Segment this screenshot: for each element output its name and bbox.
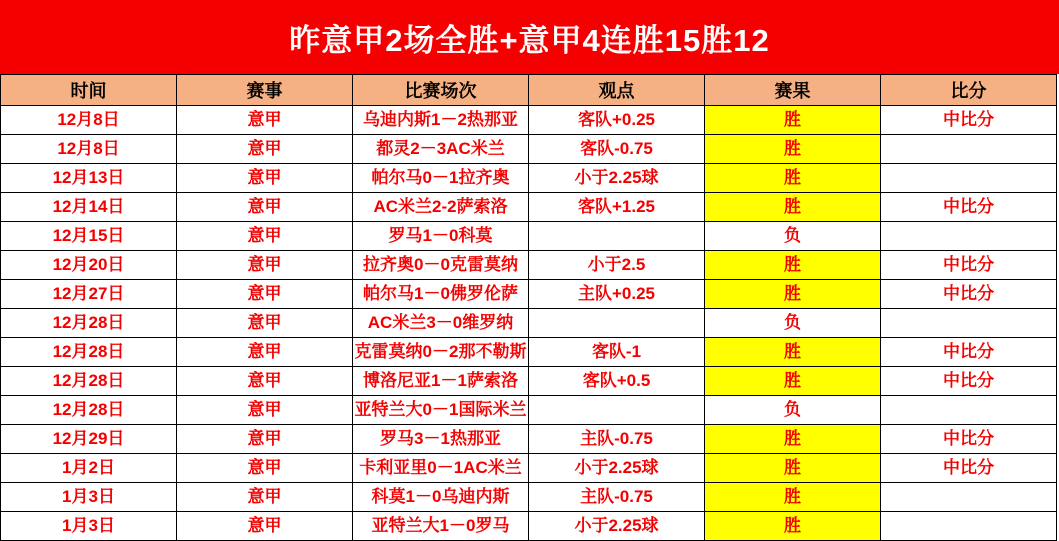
predictions-table (0, 74, 1057, 541)
cell-result-text: 胜 (784, 342, 801, 361)
table-row (1, 425, 1057, 454)
cell-score (881, 164, 1057, 193)
cell-league-text: 意甲 (247, 342, 282, 361)
table-row (1, 396, 1057, 425)
cell-time (1, 367, 177, 396)
cell-result (705, 309, 881, 338)
cell-time-text: 12月28日 (52, 400, 125, 419)
cell-view-text: 客队-0.75 (580, 139, 653, 158)
cell-match (353, 222, 529, 251)
cell-view-text: 小于2.25球 (574, 516, 659, 535)
cell-match-text: 帕尔马0－1拉齐奥 (371, 168, 510, 187)
cell-result (705, 106, 881, 135)
cell-score (881, 483, 1057, 512)
cell-result-text: 负 (784, 313, 801, 332)
cell-result-text: 胜 (784, 168, 801, 187)
cell-result-text: 胜 (784, 516, 801, 535)
cell-league-text: 意甲 (247, 197, 282, 216)
banner (0, 0, 1059, 74)
cell-view (529, 222, 705, 251)
cell-league-text: 意甲 (247, 110, 282, 129)
cell-match-text: 亚特兰大1－0罗马 (371, 516, 510, 535)
cell-time (1, 483, 177, 512)
column-header-result: 赛果 (705, 75, 881, 106)
cell-league-text: 意甲 (247, 284, 282, 303)
table-header-row (1, 75, 1057, 106)
cell-league (177, 425, 353, 454)
cell-score-text: 中比分 (943, 197, 994, 216)
cell-view-text: 主队+0.25 (577, 284, 655, 303)
cell-league-text: 意甲 (247, 458, 282, 477)
cell-match-text: 卡利亚里0－1AC米兰 (359, 458, 522, 477)
cell-view (529, 164, 705, 193)
cell-result-text: 负 (784, 400, 801, 419)
table-row (1, 106, 1057, 135)
cell-match-text: 克雷莫纳0－2那不勒斯 (354, 342, 527, 361)
cell-league (177, 367, 353, 396)
cell-score (881, 135, 1057, 164)
cell-score-text: 中比分 (943, 429, 994, 448)
cell-match (353, 135, 529, 164)
cell-result (705, 251, 881, 280)
cell-league-text: 意甲 (247, 313, 282, 332)
cell-league (177, 251, 353, 280)
cell-match (353, 280, 529, 309)
cell-match (353, 106, 529, 135)
cell-view-text: 主队-0.75 (580, 429, 653, 448)
cell-result-text: 负 (784, 226, 801, 245)
cell-view (529, 338, 705, 367)
cell-result-text: 胜 (784, 255, 801, 274)
cell-score (881, 338, 1057, 367)
cell-view-text: 客队+0.25 (577, 110, 655, 129)
column-header-score: 比分 (881, 75, 1057, 106)
cell-league-text: 意甲 (247, 429, 282, 448)
cell-result (705, 396, 881, 425)
cell-view-text: 客队+1.25 (577, 197, 655, 216)
cell-match (353, 454, 529, 483)
cell-league-text: 意甲 (247, 516, 282, 535)
cell-league (177, 396, 353, 425)
cell-view (529, 135, 705, 164)
cell-score (881, 309, 1057, 338)
cell-view-text: 客队+0.5 (582, 371, 651, 390)
cell-time-text: 12月8日 (57, 139, 120, 158)
cell-time (1, 396, 177, 425)
table-row (1, 483, 1057, 512)
cell-view (529, 193, 705, 222)
cell-result-text: 胜 (784, 371, 801, 390)
cell-match-text: AC米兰3－0维罗纳 (367, 313, 514, 332)
cell-result (705, 164, 881, 193)
cell-match (353, 309, 529, 338)
cell-score (881, 454, 1057, 483)
cell-time (1, 164, 177, 193)
cell-match-text: 罗马1－0科莫 (388, 226, 493, 245)
cell-match (353, 367, 529, 396)
cell-time (1, 512, 177, 541)
table-row (1, 251, 1057, 280)
table-row (1, 135, 1057, 164)
column-header-time: 时间 (1, 75, 177, 106)
cell-result (705, 454, 881, 483)
cell-result-text: 胜 (784, 284, 801, 303)
cell-time (1, 338, 177, 367)
cell-time (1, 193, 177, 222)
cell-match-text: AC米兰2-2萨索洛 (373, 197, 508, 216)
cell-league-text: 意甲 (247, 139, 282, 158)
cell-time-text: 12月28日 (52, 371, 125, 390)
cell-league (177, 338, 353, 367)
cell-match (353, 338, 529, 367)
cell-score-text: 中比分 (943, 342, 994, 361)
cell-time-text: 12月8日 (57, 110, 120, 129)
table-row (1, 193, 1057, 222)
cell-view (529, 454, 705, 483)
cell-time-text: 12月29日 (52, 429, 125, 448)
cell-result (705, 280, 881, 309)
cell-result-text: 胜 (784, 487, 801, 506)
page-title: 昨意甲2场全胜+意甲4连胜15胜12 (289, 22, 770, 58)
cell-time (1, 251, 177, 280)
table-row (1, 222, 1057, 251)
cell-view (529, 483, 705, 512)
cell-time-text: 12月28日 (52, 313, 125, 332)
cell-match (353, 251, 529, 280)
cell-league (177, 309, 353, 338)
column-header-match: 比赛场次 (353, 75, 529, 106)
cell-score (881, 425, 1057, 454)
cell-match-text: 博洛尼亚1－1萨索洛 (363, 371, 518, 390)
cell-result-text: 胜 (784, 429, 801, 448)
cell-match-text: 罗马3－1热那亚 (380, 429, 501, 448)
cell-score (881, 193, 1057, 222)
cell-score-text: 中比分 (943, 110, 994, 129)
cell-time (1, 425, 177, 454)
cell-league (177, 135, 353, 164)
cell-score (881, 280, 1057, 309)
table-row (1, 367, 1057, 396)
cell-match (353, 396, 529, 425)
cell-result (705, 367, 881, 396)
cell-league-text: 意甲 (247, 371, 282, 390)
cell-view-text: 主队-0.75 (580, 487, 653, 506)
cell-result-text: 胜 (784, 139, 801, 158)
cell-match (353, 483, 529, 512)
cell-score (881, 251, 1057, 280)
column-header-view: 观点 (529, 75, 705, 106)
cell-league (177, 483, 353, 512)
cell-view-text: 小于2.25球 (574, 168, 659, 187)
cell-result (705, 193, 881, 222)
cell-view (529, 396, 705, 425)
cell-view (529, 512, 705, 541)
cell-score-text: 中比分 (943, 255, 994, 274)
cell-score (881, 367, 1057, 396)
cell-view-text: 客队-1 (591, 342, 642, 361)
cell-time-text: 12月14日 (52, 197, 125, 216)
cell-score (881, 222, 1057, 251)
table-row (1, 164, 1057, 193)
cell-match-text: 拉齐奥0－0克雷莫纳 (363, 255, 518, 274)
cell-match (353, 164, 529, 193)
cell-result (705, 135, 881, 164)
cell-score (881, 396, 1057, 425)
cell-result (705, 222, 881, 251)
cell-match-text: 亚特兰大0－1国际米兰 (354, 400, 527, 419)
cell-league-text: 意甲 (247, 168, 282, 187)
table-row (1, 454, 1057, 483)
table-body (1, 106, 1057, 541)
cell-score-text: 中比分 (943, 458, 994, 477)
cell-result (705, 425, 881, 454)
cell-time (1, 280, 177, 309)
cell-league (177, 280, 353, 309)
table-row (1, 309, 1057, 338)
cell-match (353, 425, 529, 454)
cell-time-text: 12月20日 (52, 255, 125, 274)
cell-result-text: 胜 (784, 197, 801, 216)
cell-result (705, 338, 881, 367)
table-row (1, 512, 1057, 541)
cell-view-text: 小于2.25球 (574, 458, 659, 477)
cell-view (529, 309, 705, 338)
cell-view (529, 251, 705, 280)
cell-match (353, 193, 529, 222)
cell-league (177, 164, 353, 193)
cell-view-text: 小于2.5 (587, 255, 646, 274)
cell-time (1, 454, 177, 483)
cell-time-text: 1月3日 (62, 487, 115, 506)
cell-score-text: 中比分 (943, 284, 994, 303)
cell-league-text: 意甲 (247, 487, 282, 506)
cell-result (705, 483, 881, 512)
cell-time-text: 1月3日 (62, 516, 115, 535)
cell-view (529, 280, 705, 309)
cell-league (177, 512, 353, 541)
cell-match (353, 512, 529, 541)
cell-league (177, 454, 353, 483)
cell-score (881, 106, 1057, 135)
cell-league-text: 意甲 (247, 255, 282, 274)
cell-league-text: 意甲 (247, 226, 282, 245)
cell-league-text: 意甲 (247, 400, 282, 419)
cell-league (177, 106, 353, 135)
cell-time (1, 135, 177, 164)
cell-league (177, 193, 353, 222)
cell-view (529, 367, 705, 396)
cell-match-text: 都灵2－3AC米兰 (376, 139, 505, 158)
cell-score-text: 中比分 (943, 371, 994, 390)
table-row (1, 280, 1057, 309)
cell-time-text: 1月2日 (62, 458, 115, 477)
cell-time-text: 12月15日 (52, 226, 125, 245)
cell-match-text: 乌迪内斯1－2热那亚 (363, 110, 518, 129)
cell-time-text: 12月13日 (52, 168, 125, 187)
cell-time (1, 222, 177, 251)
cell-time-text: 12月28日 (52, 342, 125, 361)
cell-result (705, 512, 881, 541)
column-header-league: 赛事 (177, 75, 353, 106)
cell-view (529, 106, 705, 135)
cell-time-text: 12月27日 (52, 284, 125, 303)
cell-match-text: 帕尔马1－0佛罗伦萨 (363, 284, 518, 303)
cell-league (177, 222, 353, 251)
cell-view (529, 425, 705, 454)
cell-time (1, 309, 177, 338)
cell-match-text: 科莫1－0乌迪内斯 (371, 487, 510, 506)
cell-time (1, 106, 177, 135)
cell-score (881, 512, 1057, 541)
cell-result-text: 胜 (784, 458, 801, 477)
table-row (1, 338, 1057, 367)
cell-result-text: 胜 (784, 110, 801, 129)
